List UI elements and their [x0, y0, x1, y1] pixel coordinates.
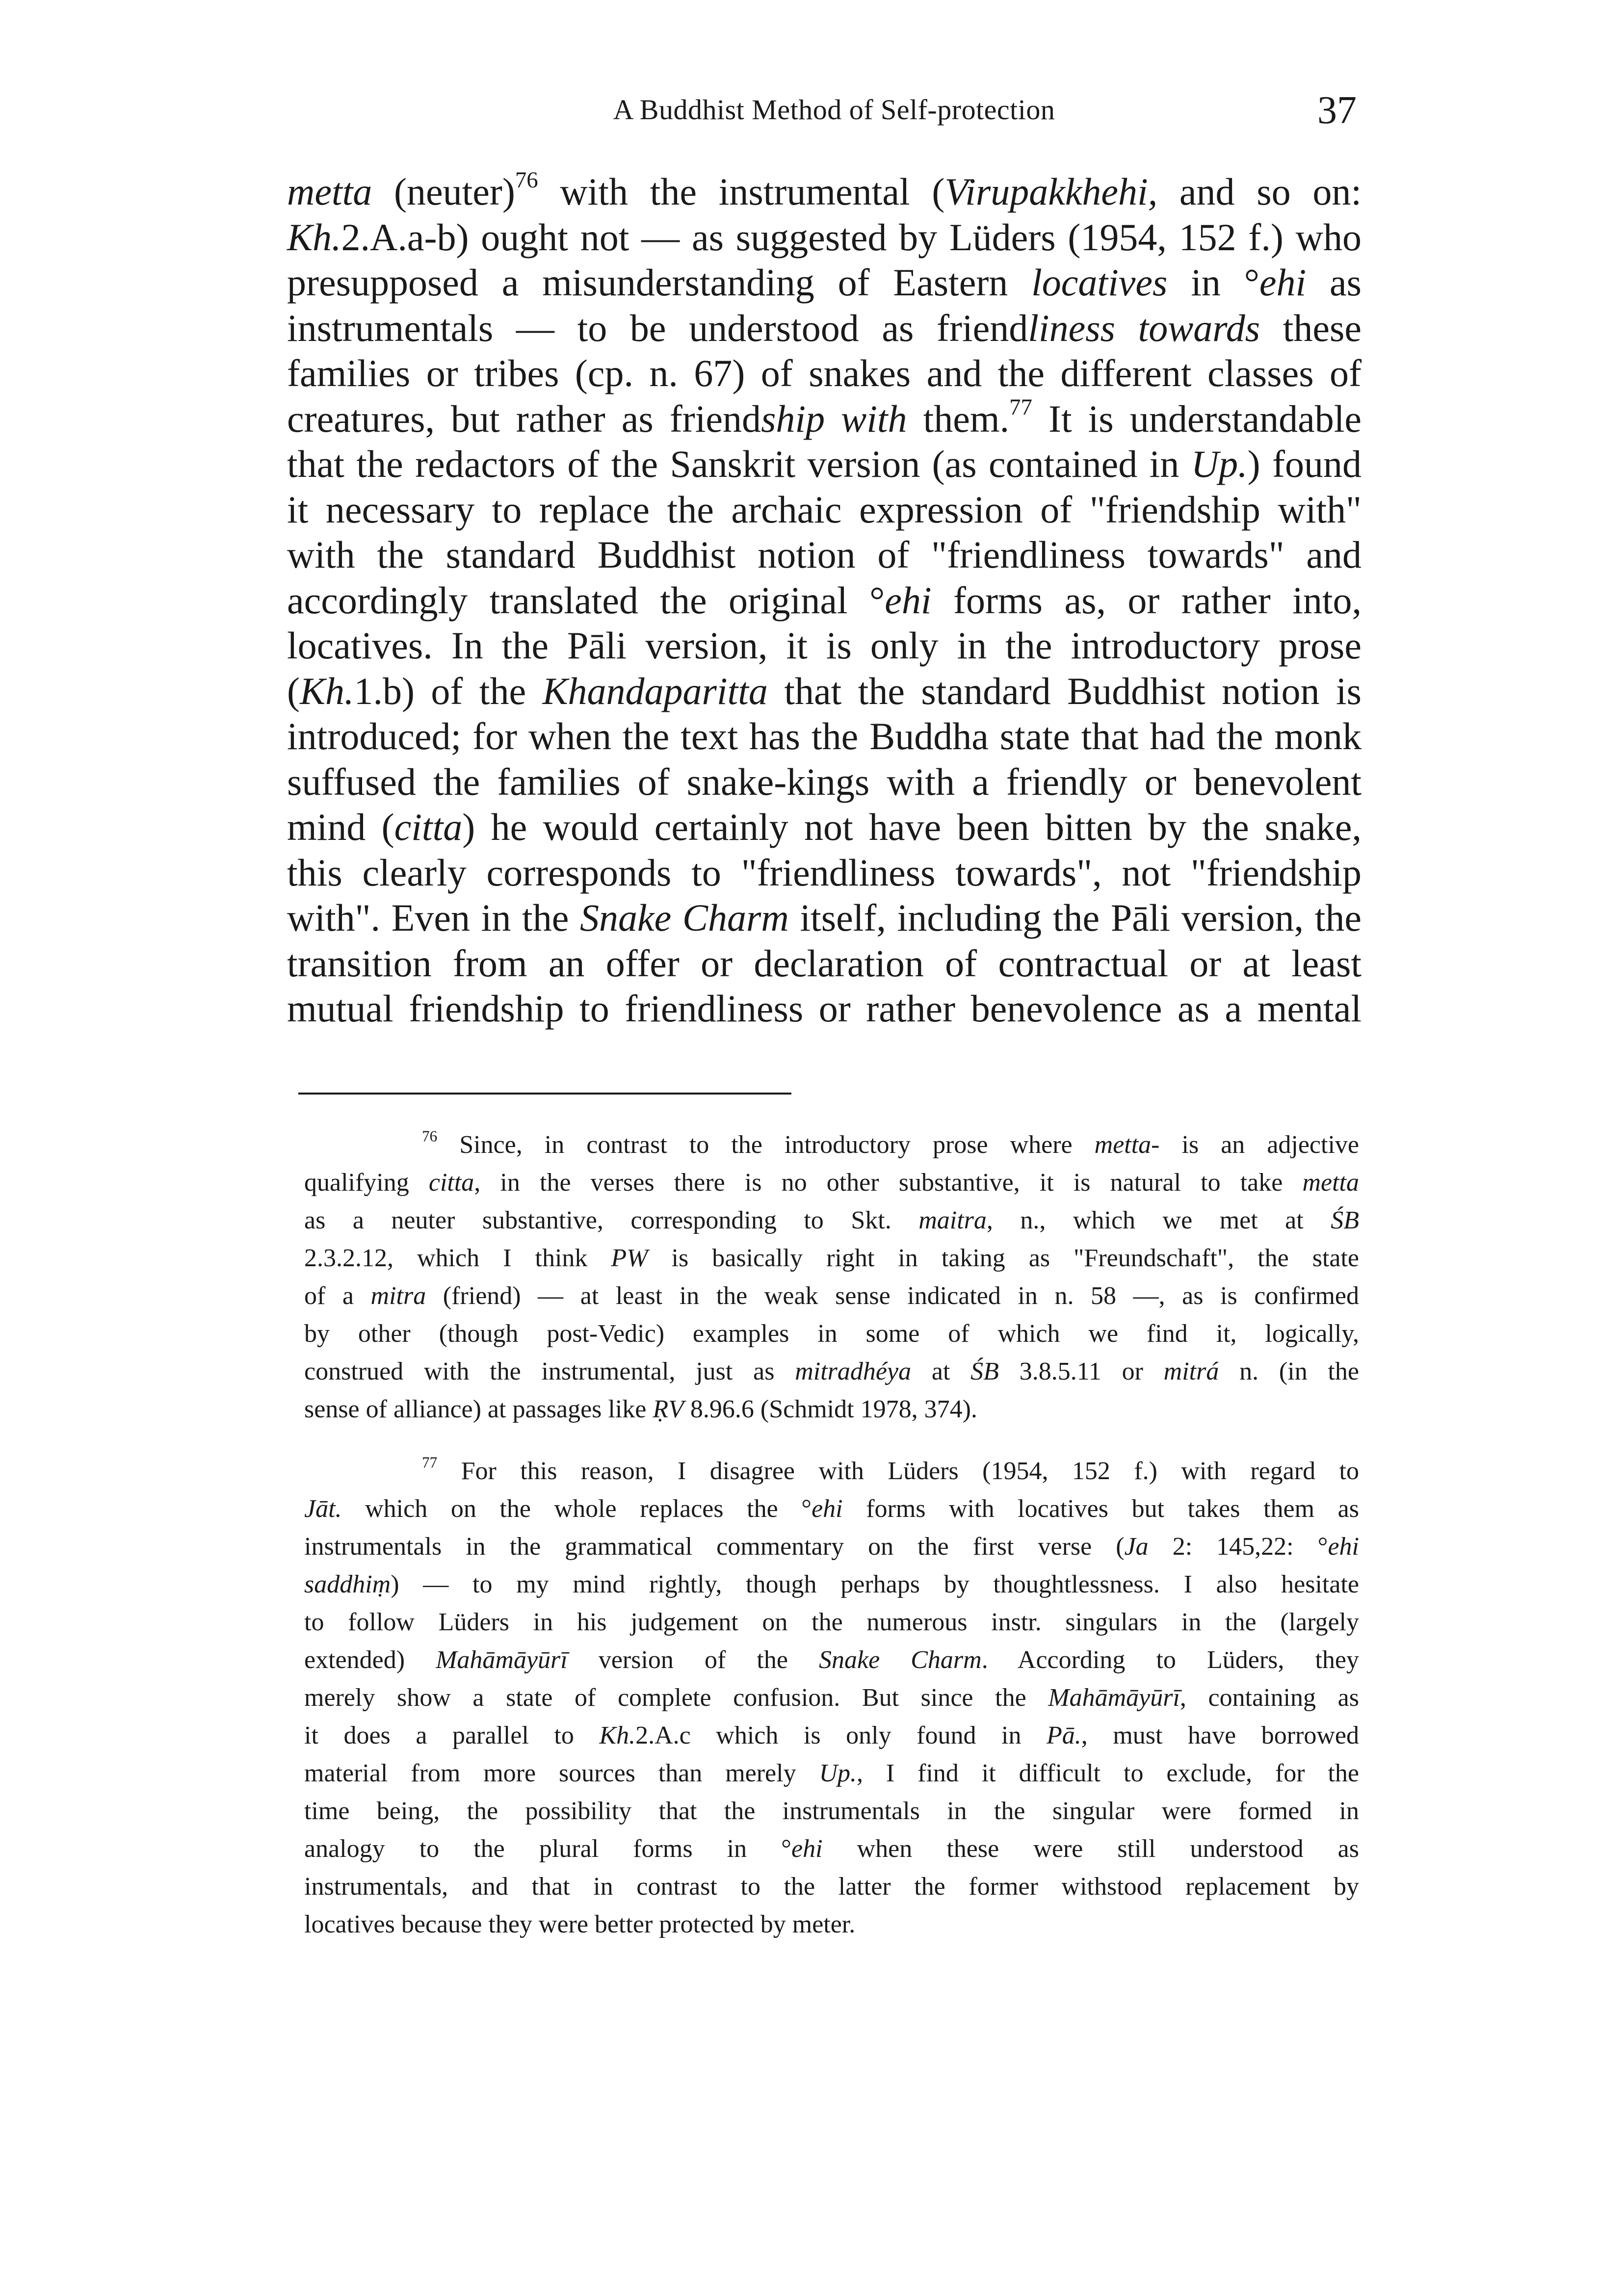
text-line: families or tribes (cp. n. 67) of snakes and the different classes of	[287, 352, 1362, 394]
footnote-line: merely show a state of complete confusion. But since the Mahāmāyūrī, containing as	[304, 1684, 1359, 1712]
text-line: suffused the families of snake-kings with a friendly or benevolent	[287, 760, 1362, 803]
footnote-76	[304, 1126, 1359, 1428]
text-line: this clearly corresponds to "friendliness towards", not "friendship	[287, 851, 1362, 894]
text-line: introduced; for when the text has the Buddha state that had the monk	[287, 715, 1362, 757]
footnote-77	[304, 1452, 1359, 1943]
text-line: metta (neuter)$^{76}$ with the instrumental (Virupakkhehi, and so on:	[287, 167, 1362, 213]
footnote-line: locatives because they were better protected by meter.	[304, 1910, 856, 1938]
footnote-line: construed with the instrumental, just as mitradhéya at ŚB 3.8.5.11 or mitrá n. (in the	[304, 1357, 1359, 1385]
footnote-line: sense of alliance) at passages like ṚV 8.96.6 (Schmidt 1978, 374).	[304, 1395, 977, 1423]
footnote-line: Jāt. which on the whole replaces the °ehi forms with locatives but takes them as	[304, 1495, 1359, 1523]
footnote-line: 2.3.2.12, which I think PW is basically right in taking as "Freundschaft", the state	[304, 1244, 1359, 1272]
text-line: creatures, but rather as friendship with them.$^{77}$ It is understandable	[287, 394, 1362, 440]
footnote-marker: 77	[422, 1454, 438, 1471]
running-head: A Buddhist Method of Self-protection	[613, 94, 1055, 126]
footnote-line: $^{77}$ For this reason, I disagree with Lüders (1954, 152 f.) with regard to	[422, 1454, 1359, 1485]
footnote-line: qualifying citta, in the verses there is no other substantive, it is natural to take metta	[304, 1169, 1359, 1197]
text-line: locatives. In the Pāli version, it is only in the introductory prose	[287, 624, 1362, 667]
footnote-line: instrumentals, and that in contrast to the latter the former withstood replacement by	[304, 1873, 1359, 1901]
footnote-line: extended) Mahāmāyūrī version of the Snake Charm. According to Lüders, they	[304, 1646, 1359, 1674]
footnote-line: as a neuter substantive, corresponding to Skt. maitra, n., which we met at ŚB	[304, 1206, 1359, 1234]
footnote-line: time being, the possibility that the instrumentals in the singular were formed in	[304, 1797, 1359, 1825]
footnote-line: $^{76}$ Since, in contrast to the introductory prose where metta- is an adjective	[422, 1127, 1359, 1159]
main-text	[287, 169, 1362, 1032]
footnote-marker: 76	[422, 1127, 438, 1145]
text-line: accordingly translated the original °ehi forms as, or rather into,	[287, 578, 1362, 622]
text-line: presupposed a misunderstanding of Eastern locatives in °ehi as	[287, 261, 1362, 304]
footnote-line: to follow Lüders in his judgement on the numerous instr. singulars in the (largely	[304, 1608, 1359, 1636]
text-line: with". Even in the Snake Charm itself, including the Pāli version, the	[287, 896, 1362, 939]
text-line: (Kh.1.b) of the Khandaparitta that the standard Buddhist notion is	[287, 669, 1362, 712]
footnote-line: of a mitra (friend) — at least in the weak sense indicated in n. 58 —, as is confirmed	[304, 1282, 1359, 1310]
footnote-line: material from more sources than merely Up., I find it difficult to exclude, for the	[304, 1759, 1359, 1787]
footnote-line: by other (though post-Vedic) examples in some of which we find it, logically,	[304, 1320, 1359, 1348]
text-line: with the standard Buddhist notion of "friendliness towards" and	[287, 533, 1362, 576]
text-line: mutual friendship to friendliness or rather benevolence as a mental	[287, 987, 1362, 1030]
footnote-line: analogy to the plural forms in °ehi when these were still understood as	[304, 1835, 1359, 1863]
page-number: 37	[1317, 89, 1357, 132]
text-line: mind (citta) he would certainly not have been bitten by the snake,	[287, 806, 1362, 848]
text-line: Kh.2.A.a-b) ought not — as suggested by Lüders (1954, 152 f.) who	[287, 215, 1362, 259]
text-line: transition from an offer or declaration of contractual or at least	[287, 941, 1362, 985]
text-line: that the redactors of the Sanskrit version (as contained in Up.) found	[287, 443, 1362, 485]
text-line: it necessary to replace the archaic expression of "friendship with"	[287, 488, 1362, 531]
footnote-line: instrumentals in the grammatical commentary on the first verse (Ja 2: 145,22: °ehi	[304, 1533, 1359, 1561]
text-line: instrumentals — to be understood as friendliness towards these	[287, 306, 1362, 349]
footnote-divider	[298, 1093, 791, 1095]
footnote-line: it does a parallel to Kh.2.A.c which is only found in Pā., must have borrowed	[304, 1722, 1360, 1749]
footnote-line: saddhiṃ) — to my mind rightly, though perhaps by thoughtlessness. I also hesitate	[304, 1570, 1359, 1598]
